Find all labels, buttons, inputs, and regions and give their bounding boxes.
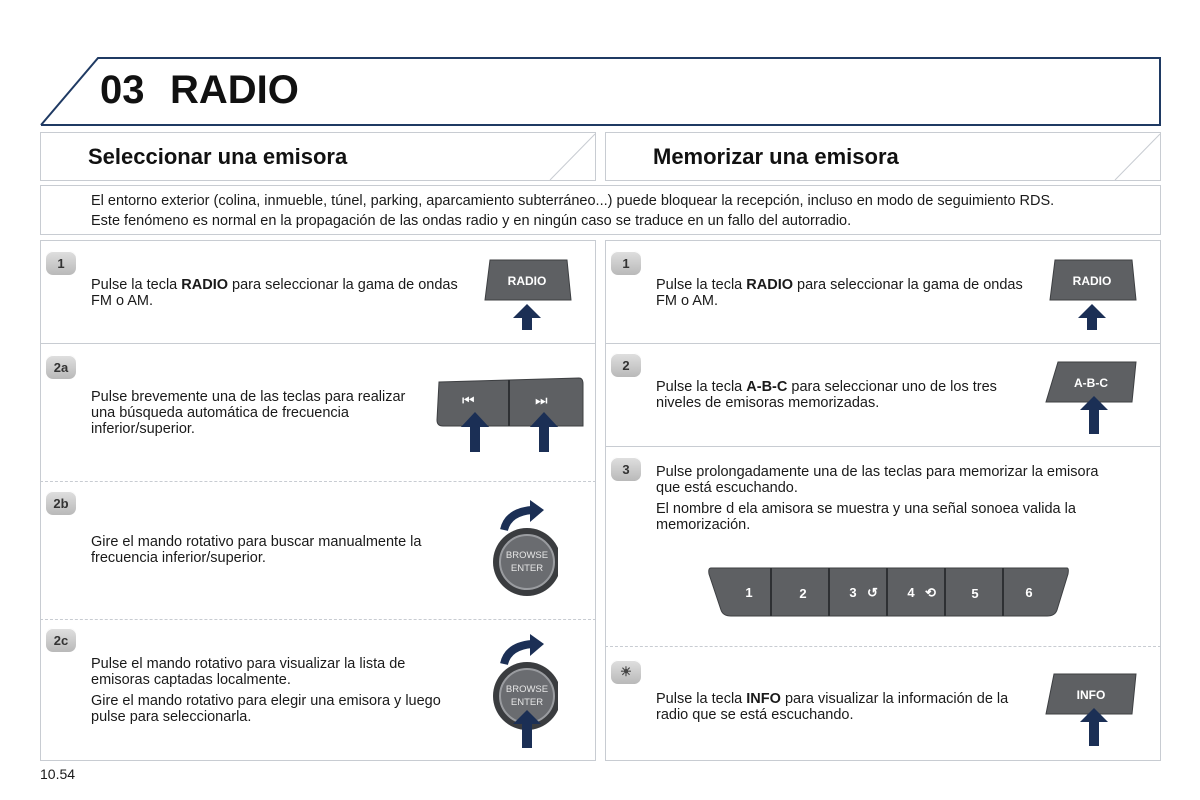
step-3-text-1: Pulse prolongadamente una de las teclas para memorizar la emisora que está escuchando.: [656, 464, 1099, 496]
preset-button-4[interactable]: 4: [907, 585, 915, 600]
step-badge-3: 3: [611, 457, 641, 481]
preset-button-1[interactable]: 1: [745, 585, 753, 600]
previous-track-icon[interactable]: ⏮: [462, 392, 475, 408]
divider: [40, 481, 596, 482]
step-info-text: Pulse la tecla INFO para visualizar la información de la radio que se está escuchando.: [656, 691, 1009, 723]
step-badge-2: 2: [611, 353, 641, 377]
note-line-1: El entorno exterior (colina, inmueble, túnel, parking, aparcamiento subterráneo...) puede bloquear la recepción, incluso en modo de seguimiento RDS.: [91, 193, 1055, 209]
step-2c-text-1: Pulse el mando rotativo para visualizar la lista de emisoras captadas localmente.: [91, 656, 406, 688]
step-badge-2b: 2b: [46, 491, 76, 515]
svg-text:BROWSE: BROWSE: [505, 684, 549, 695]
press-arrow-icon: [529, 412, 559, 452]
svg-text:INFO: INFO: [1076, 688, 1106, 702]
divider: [40, 619, 596, 620]
svg-text:BROWSE: BROWSE: [505, 550, 549, 561]
step-3-text-2: El nombre d ela amisora se muestra y una señal sonoea valida la memorización.: [656, 501, 1076, 533]
rotate-arrow-icon: [530, 500, 544, 522]
page-number: 10.54: [40, 766, 76, 782]
repeat-icon: ⟲: [925, 585, 936, 600]
step-2a-text: Pulse brevemente una de las teclas para realizar una búsqueda automática de frecuencia inferior/superior.: [91, 389, 406, 437]
press-arrow-icon: [513, 304, 541, 330]
note-line-2: Este fenómeno es normal en la propagación de las ondas radio y en ningún caso se traduce en un fallo del autorradio.: [91, 213, 852, 229]
step-badge-1: 1: [611, 251, 641, 275]
step-badge-2a: 2a: [46, 355, 76, 379]
step-2b-text: Gire el mando rotativo para buscar manualmente la frecuencia inferior/superior.: [91, 534, 422, 566]
preset-button-bar: [707, 566, 1071, 618]
press-arrow-icon: [1078, 304, 1106, 330]
browse-enter-knob[interactable]: [490, 632, 558, 750]
preset-button-6[interactable]: 6: [1025, 585, 1033, 600]
step-2-text: Pulse la tecla A-B-C para seleccionar uno de los tres niveles de emisoras memorizadas.: [656, 379, 997, 411]
light-bulb-icon: ☀: [611, 660, 641, 684]
svg-text:ENTER: ENTER: [510, 697, 544, 708]
divider: [605, 446, 1161, 447]
radio-button[interactable]: [1047, 258, 1139, 330]
right-section-title: Memorizar una emisora: [653, 144, 899, 169]
divider: [605, 343, 1161, 344]
left-section-title: Seleccionar una emisora: [88, 144, 348, 169]
preset-button-2[interactable]: 2: [799, 586, 807, 601]
svg-text:RADIO: RADIO: [507, 274, 547, 288]
rotate-arrow-icon: [530, 634, 544, 656]
chapter-title: RADIO: [170, 68, 299, 112]
chapter-number: 03: [100, 68, 145, 112]
step-1-text: Pulse la tecla RADIO para seleccionar la gama de ondas FM o AM.: [91, 277, 458, 309]
svg-text:RADIO: RADIO: [1072, 274, 1112, 288]
step-badge-2c: 2c: [46, 628, 76, 652]
divider: [40, 343, 596, 344]
step-badge-1: 1: [46, 251, 76, 275]
svg-text:A-B-C: A-B-C: [1074, 376, 1108, 390]
divider: [605, 646, 1161, 647]
step-1-text: Pulse la tecla RADIO para seleccionar la gama de ondas FM o AM.: [656, 277, 1023, 309]
next-track-icon[interactable]: ⏭: [535, 392, 548, 408]
info-button[interactable]: [1044, 672, 1140, 746]
svg-text:ENTER: ENTER: [510, 563, 544, 574]
preset-button-3[interactable]: 3: [849, 585, 857, 600]
radio-button[interactable]: [482, 258, 574, 330]
step-2c-text-2: Gire el mando rotativo para elegir una emisora y luego pulse para seleccionarla.: [91, 693, 441, 725]
a-b-c-button[interactable]: [1044, 360, 1140, 434]
preset-button-5[interactable]: 5: [971, 586, 979, 601]
seek-buttons: [435, 376, 585, 454]
shuffle-icon: ↺: [867, 585, 878, 600]
browse-enter-knob[interactable]: [490, 498, 558, 604]
press-arrow-icon: [460, 412, 490, 452]
